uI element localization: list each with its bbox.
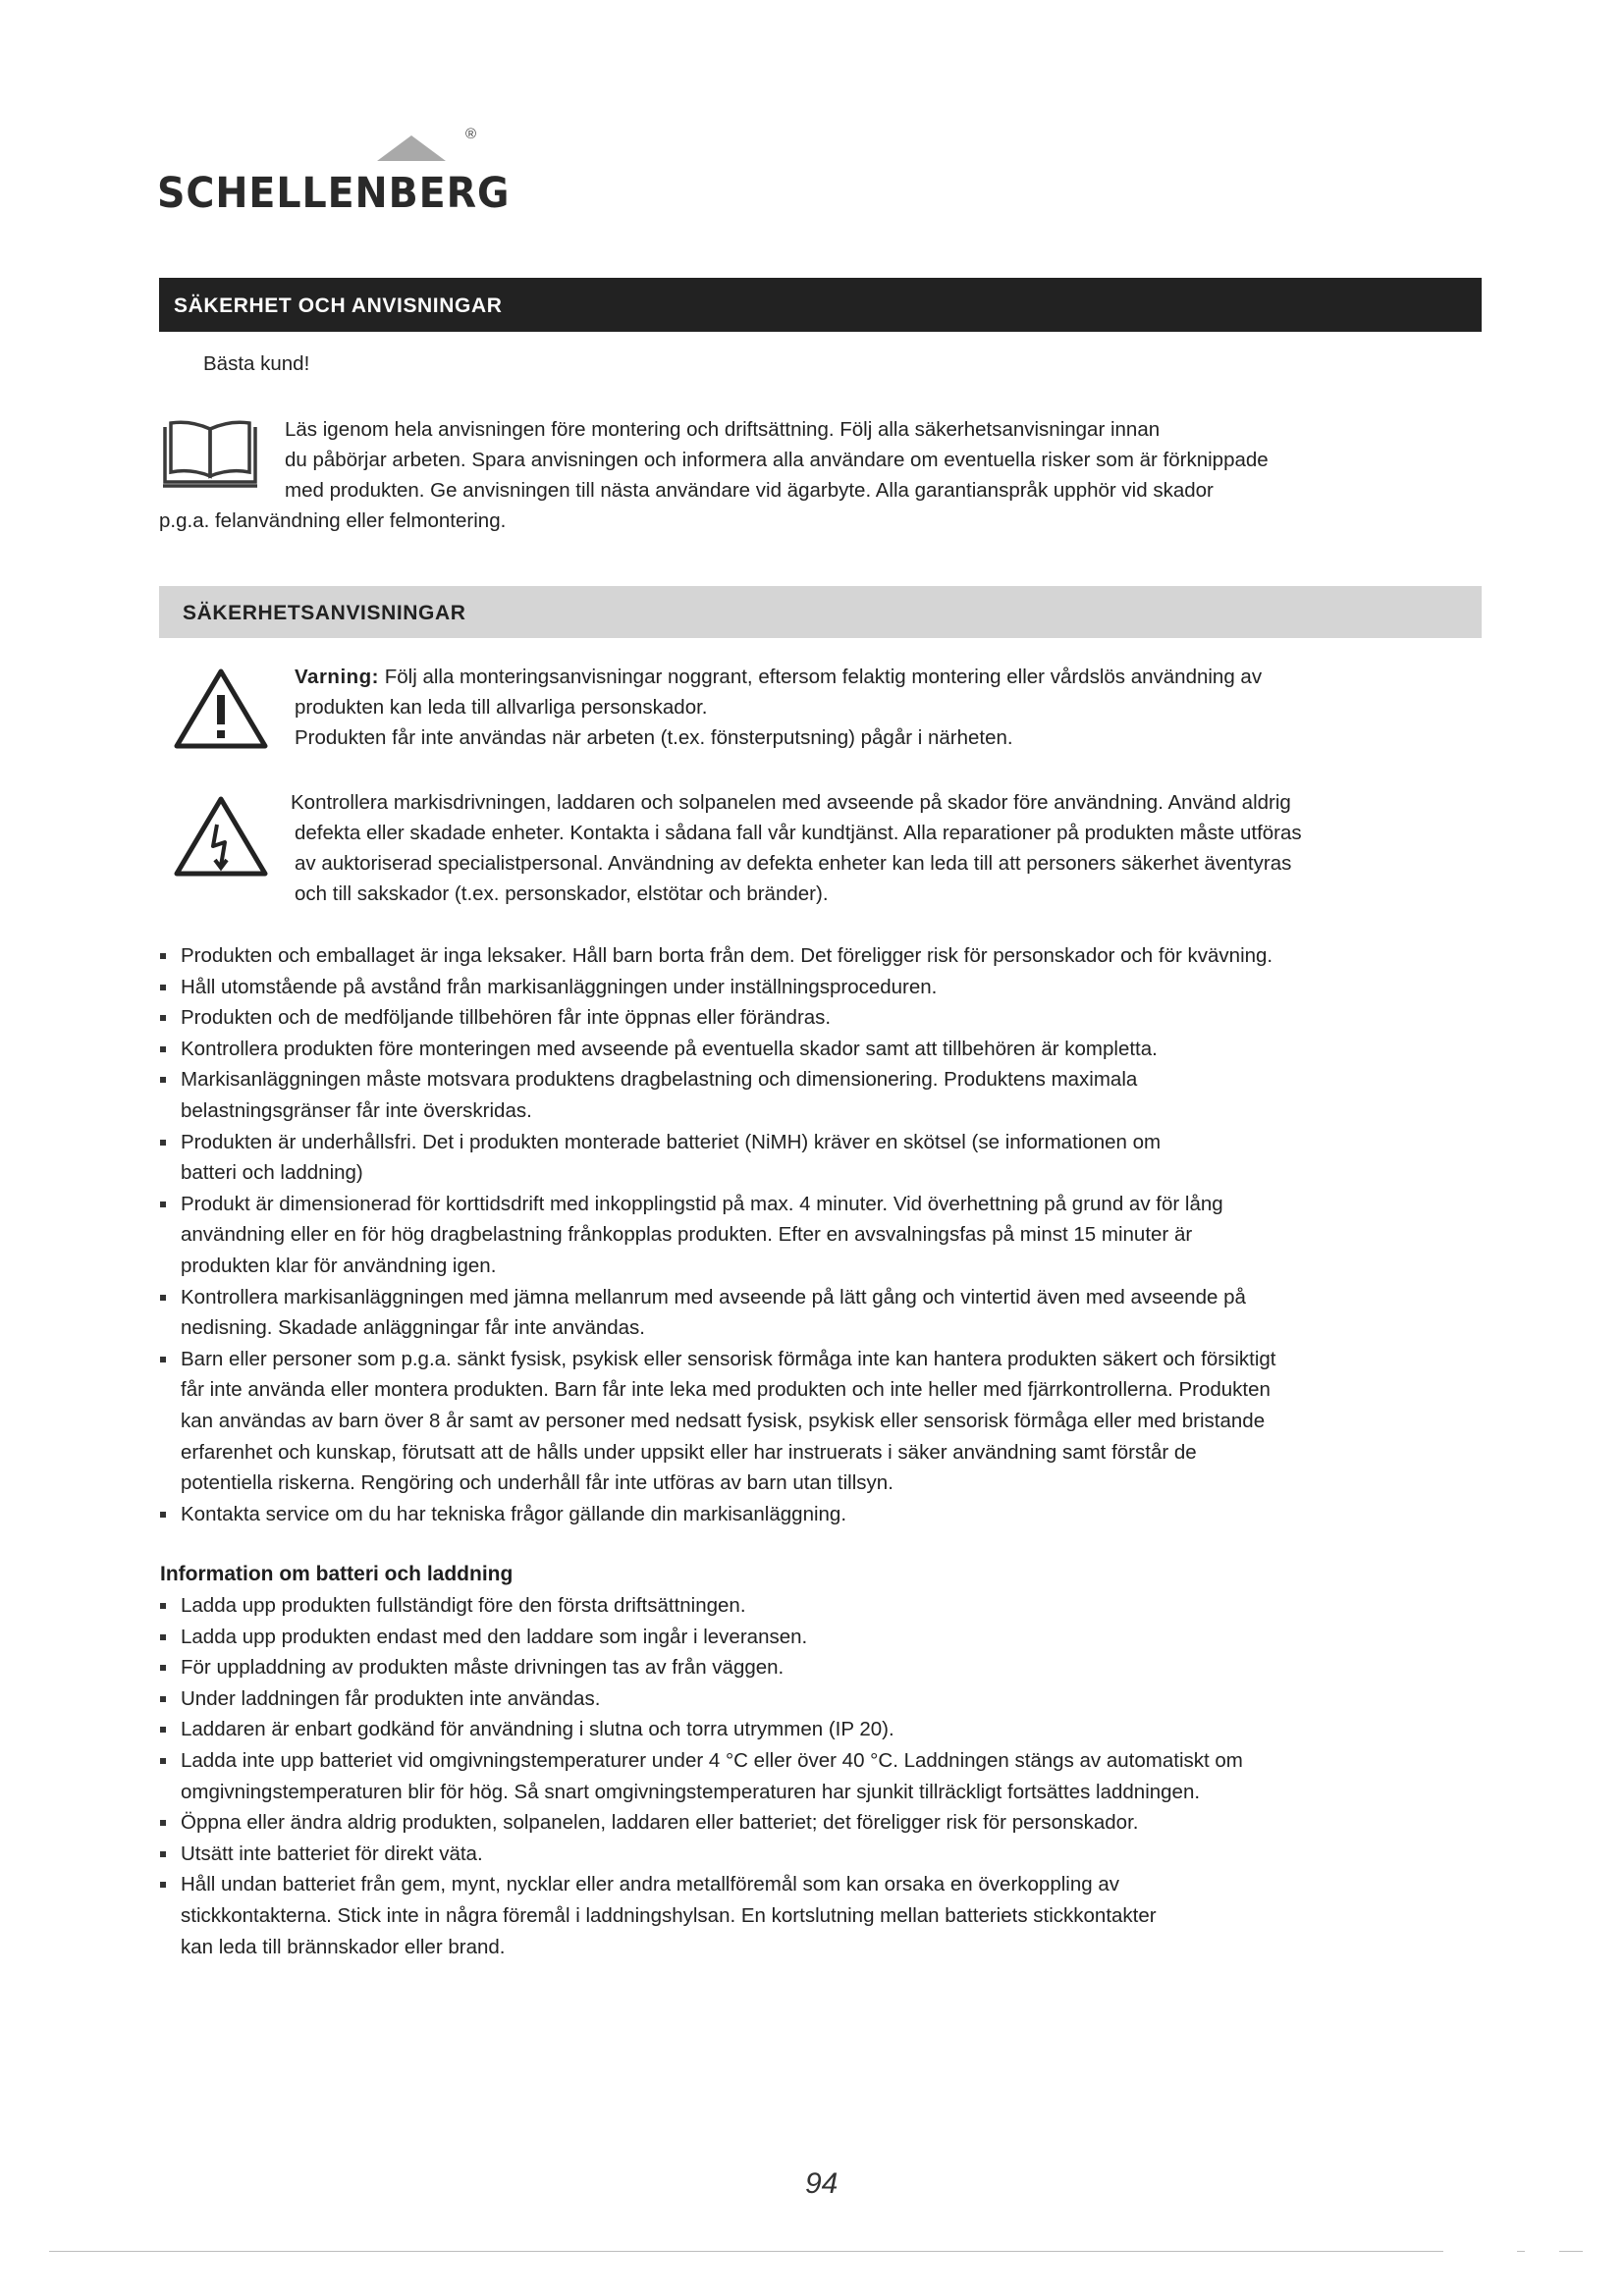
- greeting: Bästa kund!: [203, 352, 310, 375]
- safety-bullet-item: [160, 1499, 1275, 1530]
- battery-bullet-item-line: Öppna eller ändra aldrig produkten, solpanelen, laddaren eller batteriet; det föreligger risk för personskador.: [181, 1811, 1139, 1835]
- safety-bullet-item-line: får inte använda eller montera produkten. Barn får inte leka med produkten och inte heller med fjärrkontrollerna. Produkten: [181, 1378, 1271, 1402]
- battery-bullet-item: [160, 1745, 1243, 1807]
- intro-line-1: Läs igenom hela anvisningen före montering och driftsättning. Följ alla säkerhetsanvisningar innan: [285, 418, 1161, 441]
- bullet-square-icon: [160, 1015, 166, 1021]
- schellenberg-logo: [157, 126, 511, 224]
- brand-name: SCHELLENBERG: [157, 169, 511, 218]
- footer-rule-fragment: [1559, 2251, 1583, 2252]
- bullet-square-icon: [160, 1851, 166, 1857]
- section-header-safety-instructions: SÄKERHET OCH ANVISNINGAR: [159, 278, 1482, 332]
- battery-bullet-item: [160, 1652, 1243, 1683]
- footer-rule: [49, 2251, 1443, 2252]
- intro-line-3: med produkten. Ge anvisningen till nästa användare vid ägarbyte. Alla garantianspråk upphör vid skador: [285, 479, 1214, 502]
- safety-bullet-item: [160, 940, 1275, 972]
- safety-bullet-item-line: Håll utomstående på avstånd från markisanläggningen under inställningsproceduren.: [181, 975, 938, 998]
- bullet-square-icon: [160, 1357, 166, 1362]
- safety-bullet-item: [160, 1002, 1275, 1034]
- safety-bullet-item-line: Produkt är dimensionerad för korttidsdrift med inkopplingstid på max. 4 minuter. Vid överhettning på grund av för lång: [181, 1192, 1223, 1215]
- warning-label: Varning:: [295, 666, 380, 688]
- bullet-square-icon: [160, 953, 166, 959]
- footer-rule-fragment: [1517, 2251, 1525, 2252]
- safety-bullet-item-line: Kontrollera markisanläggningen med jämna mellanrum med avseende på lätt gång och vintertid även med avseende på: [181, 1285, 1246, 1308]
- bullet-square-icon: [160, 985, 166, 990]
- bullet-square-icon: [160, 1820, 166, 1826]
- safety-bullet-item-line: Markisanläggningen måste motsvara produktens dragbelastning och dimensionering. Produktens maximala: [181, 1068, 1138, 1092]
- safety-bullet-item-line: batteri och laddning): [181, 1161, 363, 1185]
- battery-bullet-item-line: Utsätt inte batteriet för direkt väta.: [181, 1842, 483, 1865]
- electrical-line-3: av auktoriserad specialistpersonal. Användning av defekta enheter kan leda till att personers säkerhet äventyras: [295, 852, 1292, 875]
- safety-bullet-item-line: Kontrollera produkten före monteringen med avseende på eventuella skador samt att tillbehören är kompletta.: [181, 1037, 1158, 1060]
- battery-bullet-item-line: För uppladdning av produkten måste drivningen tas av från väggen.: [181, 1656, 785, 1680]
- battery-bullet-item-line: Under laddningen får produkten inte användas.: [181, 1686, 601, 1710]
- warning-line-1: [295, 662, 1262, 693]
- battery-section-title: Information om batteri och laddning: [160, 1563, 514, 1585]
- bullet-square-icon: [160, 1140, 166, 1146]
- safety-bullet-item-line: potentiella riskerna. Rengöring och underhåll får inte utföras av barn utan tillsyn.: [181, 1471, 893, 1495]
- logo-roof-icon: [375, 133, 448, 163]
- bullet-square-icon: [160, 1077, 166, 1083]
- battery-bullet-item: [160, 1683, 1243, 1715]
- manual-book-icon: [159, 417, 261, 490]
- battery-bullet-item: [160, 1807, 1243, 1839]
- battery-bullet-list: [160, 1590, 1243, 1962]
- safety-bullet-item-line: användning eller en för hög dragbelastning frånkopplas produkten. Efter en avsvalningsfas på minst 15 minuter är: [181, 1223, 1193, 1247]
- battery-bullet-item-line: Håll undan batteriet från gem, mynt, nycklar eller andra metallföremål som kan orsaka en överkoppling av: [181, 1873, 1119, 1896]
- safety-bullet-item: [160, 972, 1275, 1003]
- battery-bullet-item-line: omgivningstemperaturen blir för hög. Så snart omgivningstemperaturen har sjunkit tillräckligt fortsättes laddningen.: [181, 1780, 1201, 1803]
- battery-bullet-item-line: Laddaren är enbart godkänd för användning i slutna och torra utrymmen (IP 20).: [181, 1718, 894, 1741]
- intro-line-2: du påbörjar arbeten. Spara anvisningen och informera alla användare om eventuella risker som är förknippade: [285, 449, 1269, 471]
- safety-bullet-item: [160, 1127, 1275, 1189]
- electrical-line-4: och till sakskador (t.ex. personskador, elstötar och bränder).: [295, 882, 829, 905]
- bullet-square-icon: [160, 1295, 166, 1301]
- safety-bullet-item-line: erfarenhet och kunskap, förutsatt att de hålls under uppsikt eller har instruerats i säker användning samt förstår de: [181, 1440, 1197, 1464]
- bullet-square-icon: [160, 1727, 166, 1733]
- battery-bullet-item: [160, 1622, 1243, 1653]
- bullet-square-icon: [160, 1696, 166, 1702]
- warning-line-2: produkten kan leda till allvarliga personskador.: [295, 696, 708, 719]
- safety-bullet-item: [160, 1064, 1275, 1126]
- safety-bullet-item-line: belastningsgränser får inte överskridas.: [181, 1098, 532, 1122]
- safety-bullet-item: [160, 1282, 1275, 1344]
- bullet-square-icon: [160, 1758, 166, 1764]
- electric-hazard-icon: [172, 793, 270, 880]
- safety-bullet-item-line: Produkten och emballaget är inga leksaker. Håll barn borta från dem. Det föreligger risk för personskador och för kvävning.: [181, 944, 1273, 967]
- intro-line-4: p.g.a. felanvändning eller felmontering.: [159, 509, 507, 532]
- battery-bullet-item: [160, 1714, 1243, 1745]
- safety-bullet-item: [160, 1344, 1275, 1499]
- safety-bullet-item-line: Kontakta service om du har tekniska frågor gällande din markisanläggning.: [181, 1502, 847, 1525]
- battery-bullet-item-line: stickkontakterna. Stick inte in några föremål i laddningshylsan. En kortslutning mellan batteriets stickkontakter: [181, 1903, 1157, 1927]
- battery-bullet-item-line: Ladda upp produkten endast med den laddare som ingår i leveransen.: [181, 1625, 808, 1648]
- bullet-square-icon: [160, 1201, 166, 1207]
- safety-bullet-item: [160, 1189, 1275, 1282]
- bullet-square-icon: [160, 1665, 166, 1671]
- battery-bullet-item-line: Ladda inte upp batteriet vid omgivningstemperaturer under 4 °C eller över 40 °C. Laddningen stängs av automatiskt om: [181, 1748, 1243, 1772]
- safety-bullet-list: [160, 940, 1275, 1529]
- page-number: 94: [805, 2167, 839, 2200]
- battery-bullet-item-line: Ladda upp produkten fullständigt före den första driftsättningen.: [181, 1594, 746, 1617]
- electrical-line-2: defekta eller skadade enheter. Kontakta i sådana fall vår kundtjänst. Alla reparationer på produkten måste utföras: [295, 822, 1302, 844]
- battery-bullet-item-line: kan leda till brännskador eller brand.: [181, 1935, 506, 1958]
- bullet-square-icon: [160, 1634, 166, 1640]
- bullet-square-icon: [160, 1046, 166, 1052]
- battery-bullet-item: [160, 1839, 1243, 1870]
- battery-bullet-item: [160, 1590, 1243, 1622]
- safety-bullet-item-line: Produkten är underhållsfri. Det i produkten monterade batteriet (NiMH) kräver en skötsel (se informationen om: [181, 1130, 1162, 1153]
- warning-line-1-text: Följ alla monteringsanvisningar noggrant, eftersom felaktig montering eller vårdslös användning av: [379, 666, 1263, 688]
- electrical-line-1: Kontrollera markisdrivningen, laddaren och solpanelen med avseende på skador före användning. Använd aldrig: [291, 791, 1291, 814]
- warning-triangle-icon: [172, 666, 270, 752]
- warning-line-3: Produkten får inte användas när arbeten (t.ex. fönsterputsning) pågår i närheten.: [295, 726, 1013, 749]
- bullet-square-icon: [160, 1512, 166, 1518]
- section-header-safety: SÄKERHETSANVISNINGAR: [159, 586, 1482, 638]
- safety-bullet-item-line: produkten klar för användning igen.: [181, 1254, 497, 1277]
- safety-bullet-item-line: Barn eller personer som p.g.a. sänkt fysisk, psykisk eller sensorisk förmåga inte kan hantera produkten säkert och försiktigt: [181, 1347, 1276, 1370]
- registered-mark: ®: [465, 126, 477, 142]
- safety-bullet-item-line: Produkten och de medföljande tillbehören får inte öppnas eller förändras.: [181, 1006, 832, 1030]
- safety-bullet-item-line: kan användas av barn över 8 år samt av personer med nedsatt fysisk, psykisk eller sensorisk förmåga eller med bristande: [181, 1409, 1266, 1432]
- bullet-square-icon: [160, 1882, 166, 1888]
- safety-bullet-item-line: nedisning. Skadade anläggningar får inte användas.: [181, 1316, 645, 1340]
- battery-bullet-item: [160, 1869, 1243, 1962]
- bullet-square-icon: [160, 1603, 166, 1609]
- safety-bullet-item: [160, 1034, 1275, 1065]
